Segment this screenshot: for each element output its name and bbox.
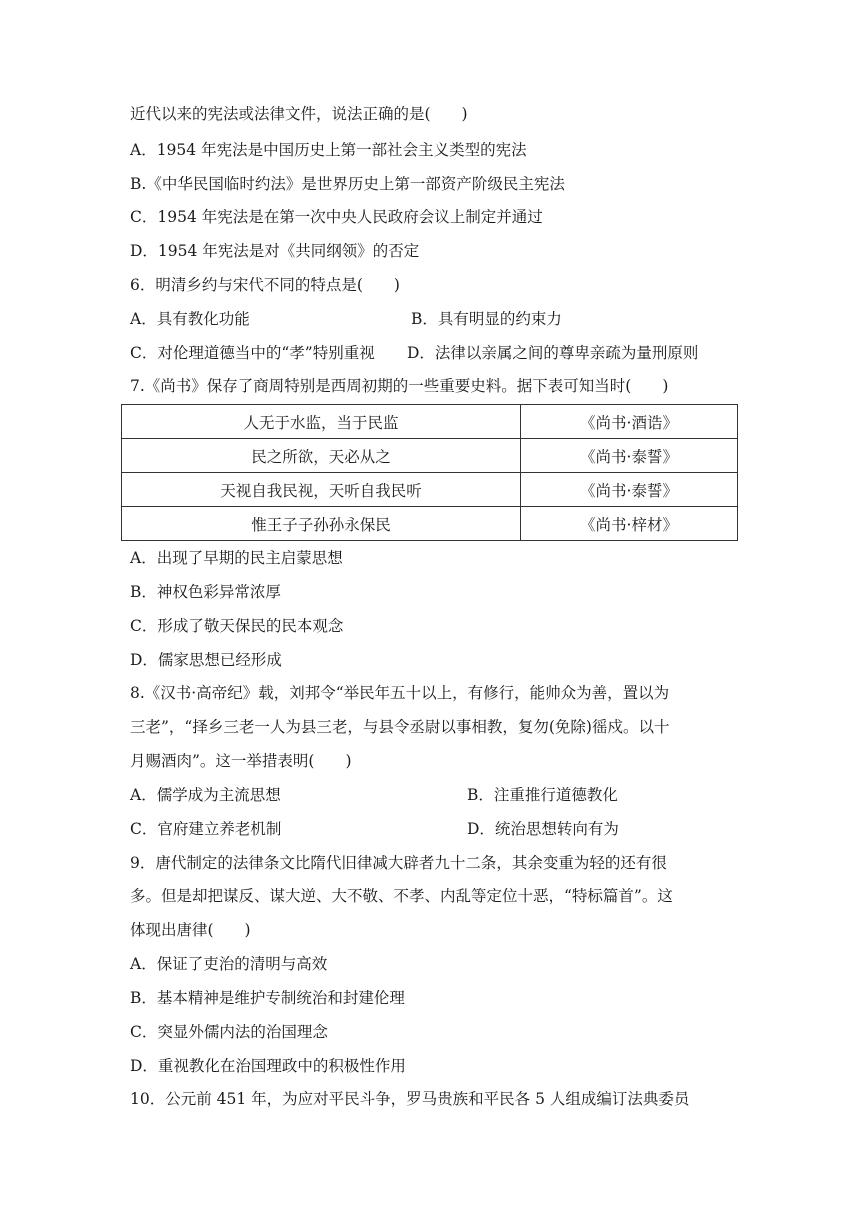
q8-stem-line1: 8.《汉书·高帝纪》载，刘邦令“举民年五十以上，有修行，能帅众为善，置以为 [130, 684, 670, 702]
q8-option-d: D．统治思想转向有为 [467, 820, 619, 838]
table-row [122, 439, 738, 473]
q7-option-d: D．儒家思想已经形成 [130, 651, 282, 669]
table-cell-quote: 天视自我民视，天听自我民听 [122, 473, 521, 507]
q9-option-a: A．保证了吏治的清明与高效 [130, 955, 328, 973]
q7-source-table [121, 404, 738, 541]
q6-option-b: B．具有明显的约束力 [411, 310, 562, 328]
q9-option-c: C．突显外儒内法的治国理念 [130, 1023, 328, 1041]
q10-stem-line1: 10．公元前 451 年，为应对平民斗争，罗马贵族和平民各 5 人组成编订法典委员 [130, 1090, 690, 1108]
q6-stem: 6．明清乡约与宋代不同的特点是( ) [130, 276, 400, 294]
q5-stem-continuation: 近代以来的宪法或法律文件，说法正确的是( ) [130, 105, 468, 123]
table-cell-quote: 惟王子子孙孙永保民 [122, 507, 521, 541]
q9-stem-line1: 9．唐代制定的法律条文比隋代旧律减大辟者九十二条，其余变重为轻的还有很 [130, 854, 667, 872]
table-cell-quote: 人无于水监，当于民监 [122, 405, 521, 439]
table-row [122, 405, 738, 439]
q8-stem-line3: 月赐酒肉”。这一举措表明( ) [130, 752, 352, 770]
table-row [122, 507, 738, 541]
q9-stem-line2: 多。但是却把谋反、谋大逆、大不敬、不孝、内乱等定位十恶，“特标篇首”。这 [130, 887, 673, 905]
q8-option-a: A．儒学成为主流思想 [130, 786, 281, 804]
q8-option-c: C．官府建立养老机制 [130, 820, 282, 838]
q7-stem: 7.《尚书》保存了商周特别是西周初期的一些重要史料。据下表可知当时( ) [130, 377, 669, 395]
q7-option-c: C．形成了敬天保民的民本观念 [130, 617, 344, 635]
q5-option-a: A．1954 年宪法是中国历史上第一部社会主义类型的宪法 [130, 141, 527, 159]
q9-option-b: B．基本精神是维护专制统治和封建伦理 [130, 989, 405, 1007]
q6-option-c: C．对伦理道德当中的“孝”特别重视 [130, 344, 375, 362]
q6-option-d: D．法律以亲属之间的尊卑亲疏为量刑原则 [407, 344, 699, 362]
q7-option-a: A．出现了早期的民主启蒙思想 [130, 549, 343, 567]
table-row [122, 473, 738, 507]
table-cell-source: 《尚书·泰誓》 [521, 473, 738, 507]
table-cell-source: 《尚书·酒诰》 [521, 405, 738, 439]
table-cell-source: 《尚书·泰誓》 [521, 439, 738, 473]
table-cell-source: 《尚书·梓材》 [521, 507, 738, 541]
q9-option-d: D．重视教化在治国理政中的积极性作用 [130, 1057, 406, 1075]
q7-option-b: B．神权色彩异常浓厚 [130, 583, 281, 601]
q6-option-a: A．具有教化功能 [130, 310, 250, 328]
q8-stem-line2: 三老”，“择乡三老一人为县三老，与县令丞尉以事相教，复勿(免除)徭戍。以十 [130, 718, 670, 736]
q9-stem-line3: 体现出唐律( ) [130, 921, 251, 939]
q5-option-c: C．1954 年宪法是在第一次中央人民政府会议上制定并通过 [130, 208, 543, 226]
table-cell-quote: 民之所欲，天必从之 [122, 439, 521, 473]
q8-option-b: B．注重推行道德教化 [467, 786, 618, 804]
q5-option-b: B.《中华民国临时约法》是世界历史上第一部资产阶级民主宪法 [130, 175, 565, 193]
q5-option-d: D．1954 年宪法是对《共同纲领》的否定 [130, 242, 420, 260]
